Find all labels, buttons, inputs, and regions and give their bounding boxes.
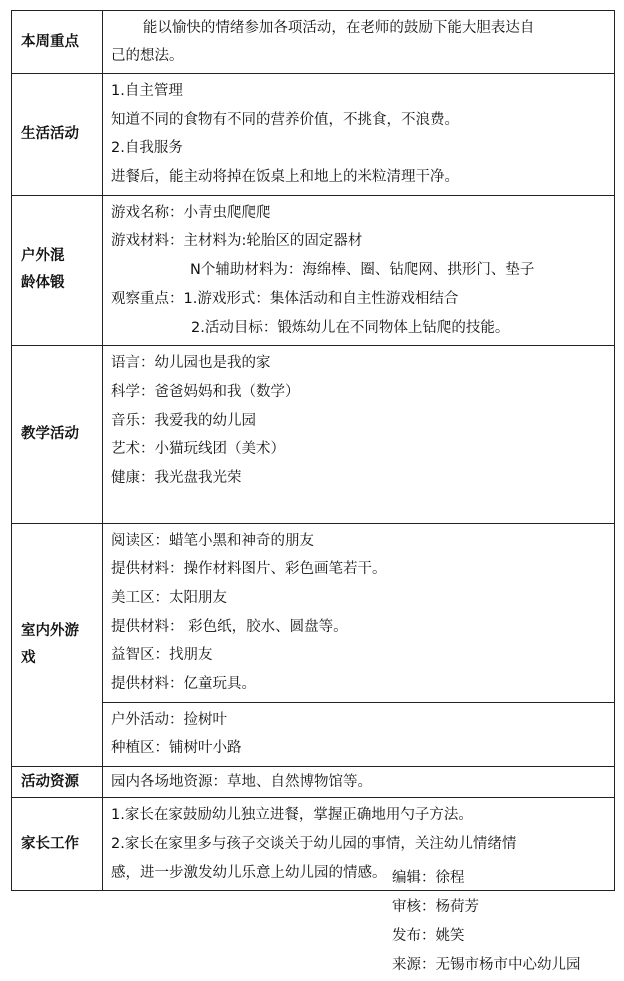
parents-line: 感，进一步激发幼儿乐意上幼儿园的情感。	[111, 864, 387, 881]
indoor-line: 提供材料：操作材料图片、彩色画笔若干。	[111, 561, 387, 578]
content-activity-resources	[103, 767, 615, 798]
content-indoor-games	[103, 523, 615, 702]
outdoor-game-line: 户外活动：捡树叶	[111, 711, 227, 728]
label-games-line1: 室内外游	[21, 622, 79, 639]
indoor-line: 提供材料： 彩色纸，胶水、圆盘等。	[111, 618, 348, 635]
teaching-line: 语言：幼儿园也是我的家	[111, 355, 271, 372]
credit-editor: 编辑：徐程	[392, 870, 465, 886]
teaching-line: 健康：我光盘我光荣	[111, 469, 242, 486]
content-life-activities	[103, 74, 615, 196]
row-outdoor-exercise	[12, 195, 615, 345]
label-teaching-activities: 教学活动	[12, 346, 103, 523]
focus-line: 能以愉快的情绪参加各项活动，在老师的鼓励下能大胆表达自	[142, 20, 535, 36]
content-outdoor-exercise	[103, 195, 615, 345]
row-indoor-outdoor-games	[12, 523, 615, 702]
label-parent-work: 家长工作	[12, 798, 103, 891]
indoor-line: 美工区：太阳朋友	[111, 590, 227, 606]
outdoor-line: N个辅助材料为：海绵棒、圈、钻爬网、拱形门、垫子	[190, 262, 535, 279]
teaching-blank-space	[111, 493, 606, 520]
label-outdoor-exercise-line1: 户外混	[21, 248, 65, 265]
indoor-line: 阅读区：蜡笔小黑和神奇的朋友	[111, 532, 314, 549]
teaching-line: 科学：爸爸妈妈和我（数学）	[111, 383, 300, 400]
row-outdoor-games	[12, 702, 615, 766]
row-weekly-focus	[12, 11, 615, 74]
parents-line: 1.家长在家鼓励幼儿独立进餐，掌握正确地用勺子方法。	[111, 807, 473, 824]
content-teaching-activities	[103, 346, 615, 523]
row-life-activities	[12, 74, 615, 196]
outdoor-line: 2.活动目标：锻炼幼儿在不同物体上钻爬的技能。	[191, 319, 510, 336]
label-indoor-outdoor-games	[12, 523, 103, 767]
life-line: 进餐后，能主动将掉在饭桌上和地上的米粒清理干净。	[111, 169, 459, 186]
row-activity-resources	[12, 767, 615, 798]
teaching-line: 艺术：小猫玩线团（美术）	[111, 441, 285, 458]
row-teaching-activities	[12, 346, 615, 523]
life-line: 2.自我服务	[111, 140, 183, 157]
label-life-activities: 生活活动	[12, 74, 103, 196]
outdoor-line: 游戏材料：主材料为:轮胎区的固定器材	[111, 233, 363, 250]
credit-reviewer: 审核：杨荷芳	[392, 899, 479, 915]
label-games-line2: 戏	[21, 649, 36, 666]
credit-source: 来源：无锡市杨市中心幼儿园	[392, 957, 581, 973]
content-outdoor-games	[103, 702, 615, 766]
content-weekly-focus	[103, 11, 615, 74]
resources-line: 园内各场地资源：草地、自然博物馆等。	[111, 774, 372, 791]
outdoor-line: 游戏名称：小青虫爬爬爬	[111, 204, 271, 221]
credits-block	[392, 864, 581, 980]
label-outdoor-exercise-line2: 龄体锻	[21, 275, 65, 292]
indoor-line: 益智区：找朋友	[111, 647, 213, 664]
life-line: 1.自主管理	[111, 83, 183, 99]
focus-line: 己的想法。	[111, 48, 184, 64]
outdoor-line: 观察重点：1.游戏形式：集体活动和自主性游戏相结合	[111, 290, 459, 307]
label-outdoor-exercise	[12, 195, 103, 345]
outdoor-game-line: 种植区：铺树叶小路	[111, 740, 242, 757]
indoor-line: 提供材料：亿童玩具。	[111, 676, 256, 693]
life-line: 知道不同的食物有不同的营养价值，不挑食，不浪费。	[111, 111, 459, 128]
label-weekly-focus: 本周重点	[12, 11, 103, 74]
parents-line: 2.家长在家里多与孩子交谈关于幼儿园的事情，关注幼儿情绪情	[111, 835, 517, 852]
credit-publisher: 发布：姚笑	[392, 928, 465, 944]
weekly-plan-table	[11, 10, 615, 891]
teaching-line: 音乐：我爱我的幼儿园	[111, 412, 256, 429]
label-activity-resources: 活动资源	[12, 767, 103, 798]
